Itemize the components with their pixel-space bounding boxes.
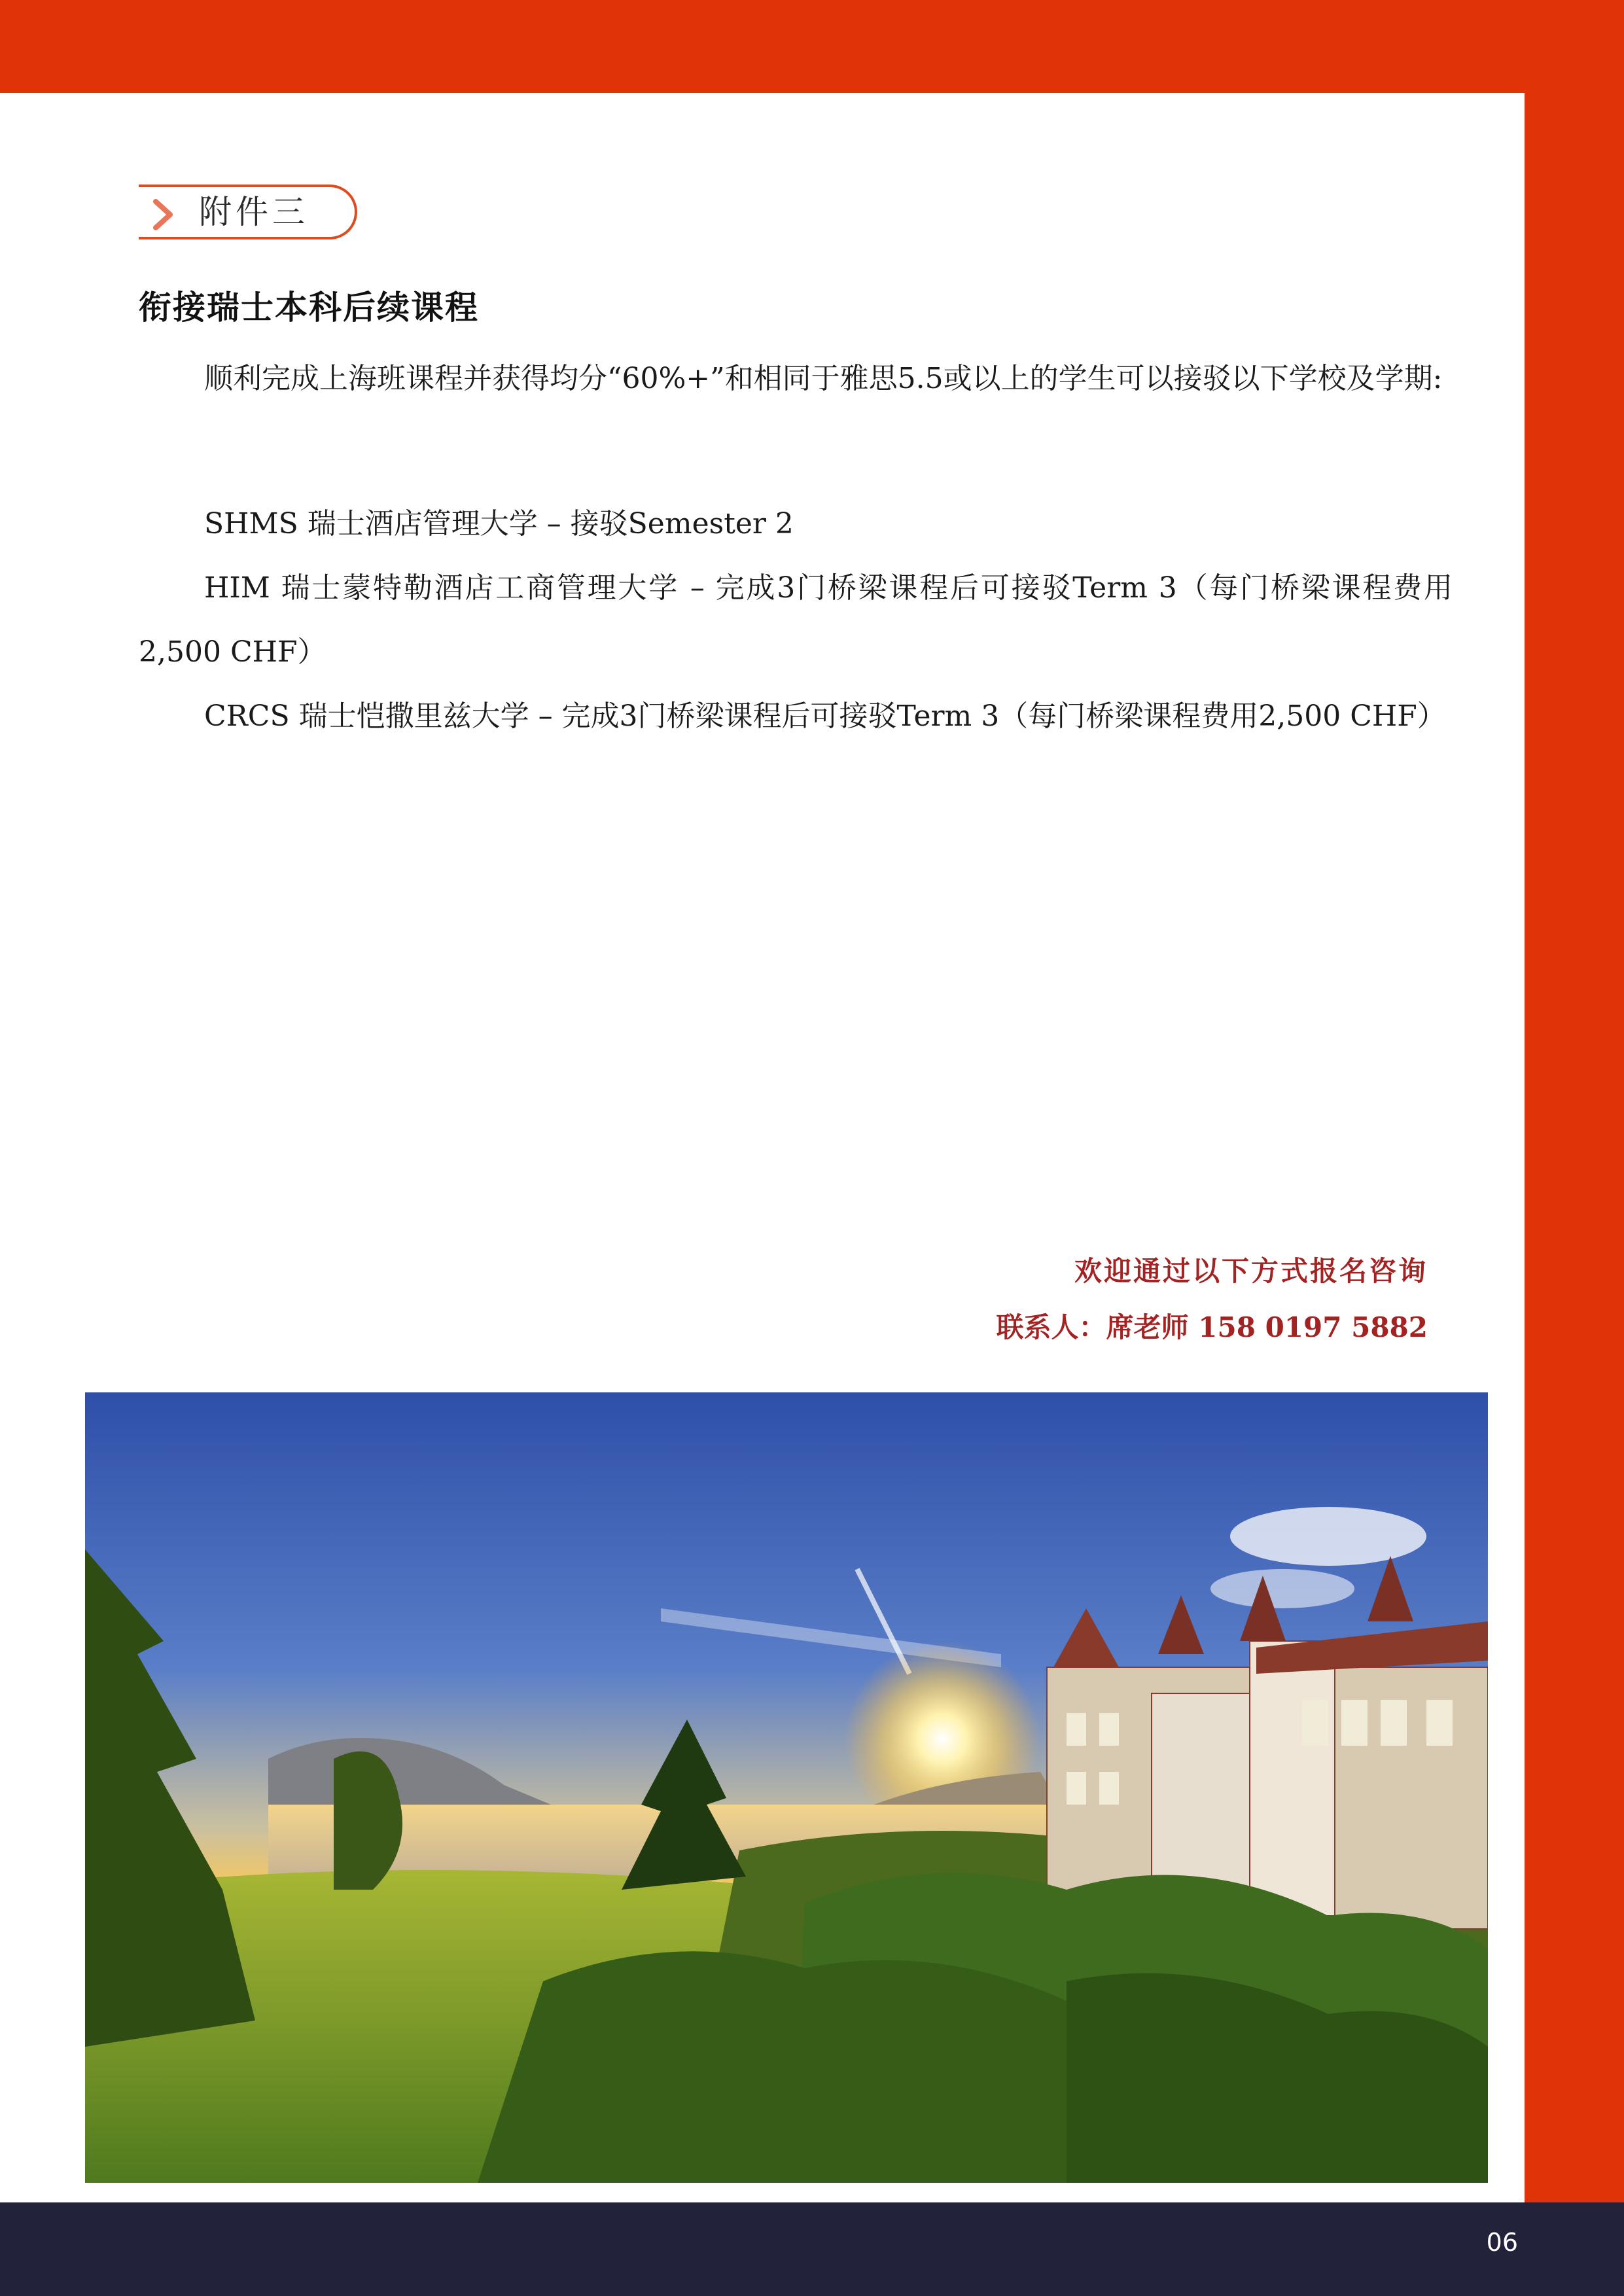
footer-band: [0, 2202, 1624, 2296]
section-title: 衔接瑞士本科后续课程: [139, 288, 479, 327]
page-number: 06: [1486, 2228, 1518, 2257]
program-crcs: CRCS 瑞士恺撒里兹大学 – 完成3门桥梁课程后可接驳Term 3（每门桥梁课程费用2,500 CHF）: [204, 699, 1446, 733]
top-accent-band: [0, 0, 1624, 93]
chevron-right-icon: [150, 199, 178, 230]
contact-person: 联系人：席老师 158 0197 5882: [996, 1311, 1428, 1343]
right-accent-band: [1525, 0, 1624, 2205]
program-him: HIM 瑞士蒙特勒酒店工商管理大学 – 完成3门桥梁课程后可接驳Term 3（每门桥梁课程费用2,500 CHF）: [139, 571, 1453, 669]
campus-landscape-photo: [85, 1392, 1488, 2183]
landscape-photo-icon: [85, 1392, 1488, 2183]
annex-label: 附件三: [199, 193, 309, 231]
annex-tag: [139, 185, 357, 239]
program-shms: SHMS 瑞士酒店管理大学 – 接驳Semester 2: [204, 507, 794, 540]
contact-invite: 欢迎通过以下方式报名咨询: [1074, 1255, 1428, 1287]
intro-paragraph: 顺利完成上海班课程并获得均分“60%+”和相同于雅思5.5或以上的学生可以接驳以下学校及学期:: [204, 362, 1443, 395]
